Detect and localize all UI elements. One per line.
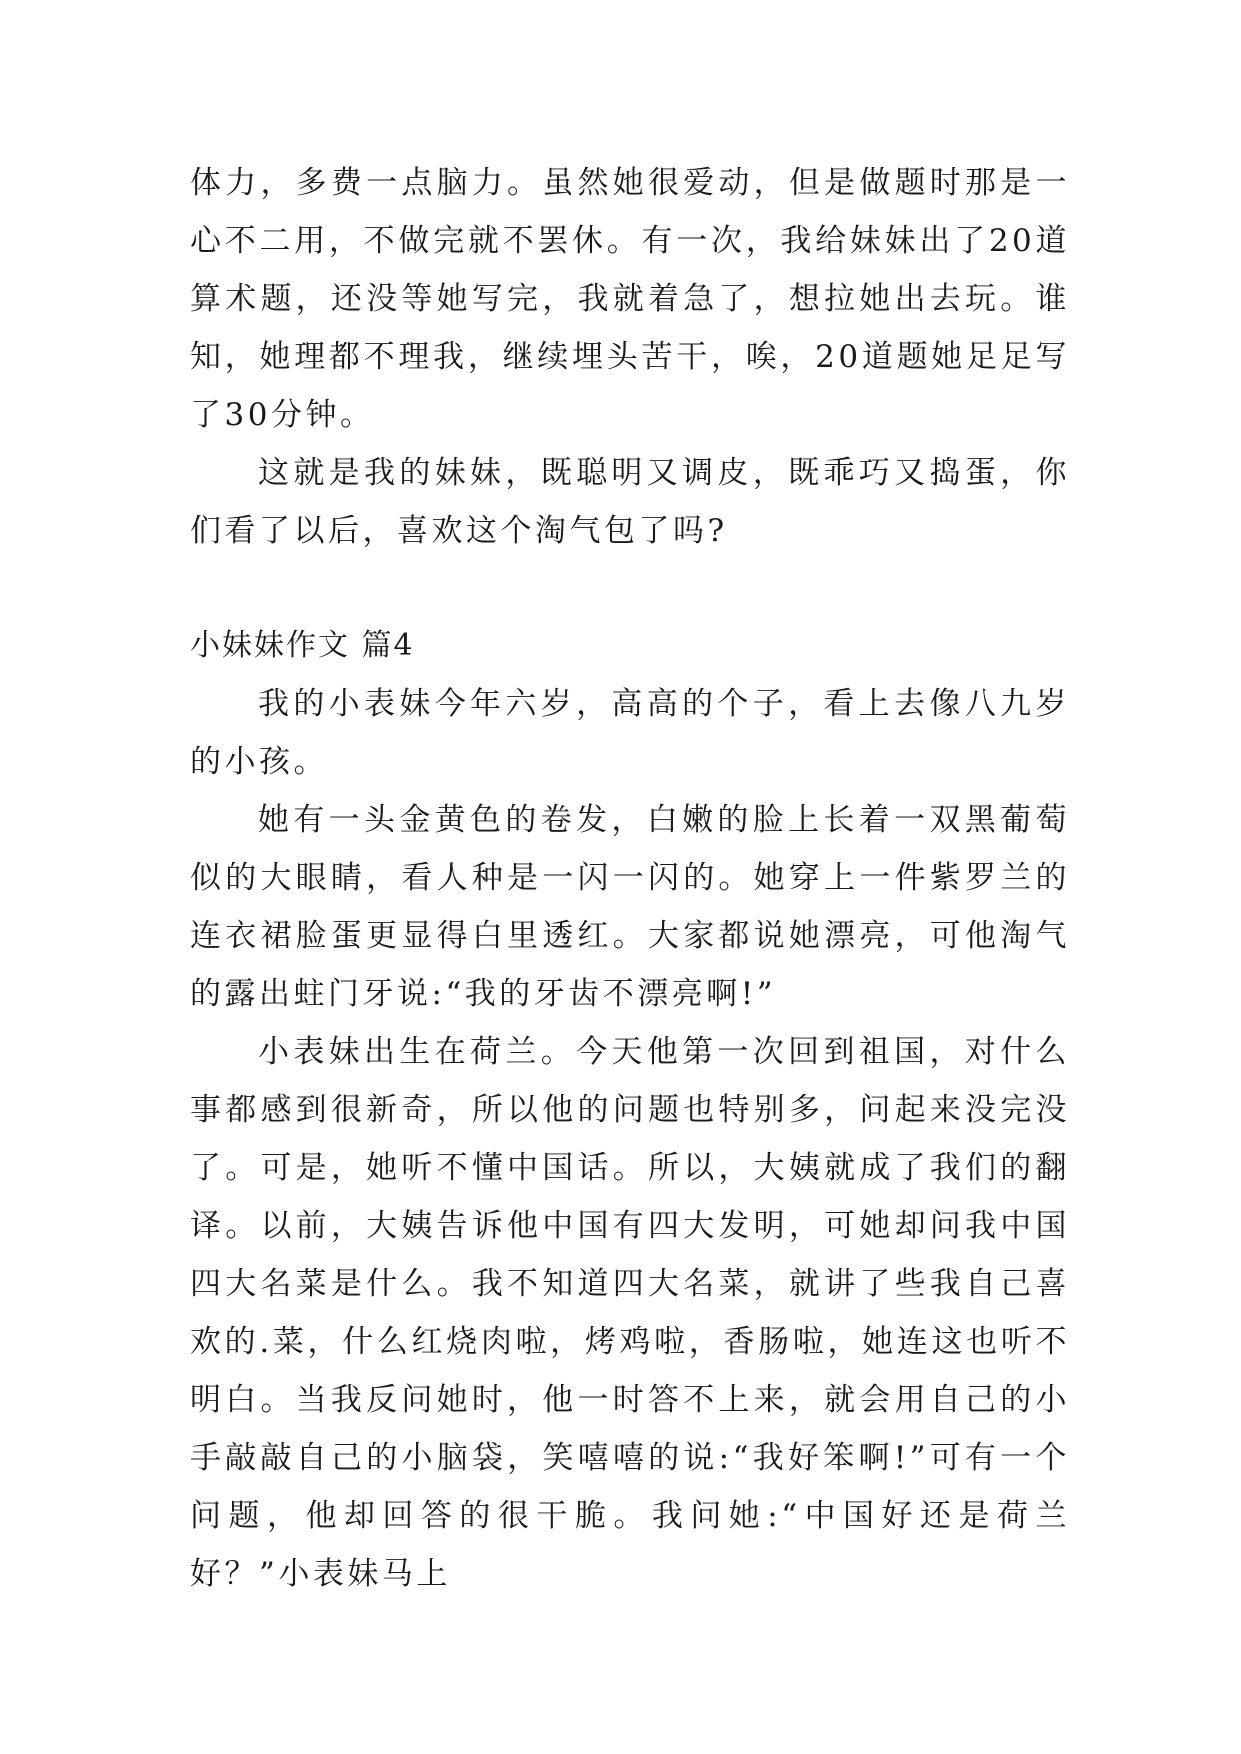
paragraph: 她有一头金黄色的卷发，白嫩的脸上长着一双黑葡萄似的大眼睛，看人种是一闪一闪的。她穿上一件紫罗兰的连衣裙脸蛋更显得白里透红。大家都说她漂亮，可他淘气的露出蛀门牙说:“我的牙齿不漂亮啊!”: [190, 802, 1070, 1012]
essay-section: [190, 617, 1070, 1603]
section-heading: 小妹妹作文 篇4: [190, 628, 415, 663]
paragraph: 我的小表妹今年六岁，高高的个子，看上去像八九岁的小孩。: [190, 686, 1070, 780]
paragraph-closing: 这就是我的妹妹，既聪明又调皮，既乖巧又捣蛋，你们看了以后，喜欢这个淘气包了吗?: [190, 455, 1070, 549]
paragraph-continuation: 体力，多费一点脑力。虽然她很爱动，但是做题时那是一心不二用，不做完就不罢休。有一次，我给妹妹出了20道算术题，还没等她写完，我就着急了，想拉她出去玩。谁知，她理都不理我，继续埋头苦干，唉，20道题她足足写了30分钟。: [190, 165, 1070, 433]
paragraph: 小表妹出生在荷兰。今天他第一次回到祖国，对什么事都感到很新奇，所以他的问题也特别多，问起来没完没了。可是，她听不懂中国话。所以，大姨就成了我们的翻译。以前，大姨告诉他中国有四大发明，可她却问我中国四大名菜是什么。我不知道四大名菜，就讲了些我自己喜欢的.菜，什么红烧肉啦，烤鸡啦，香肠啦，她连这也听不明白。当我反问她时，他一时答不上来，就会用自己的小手敲敲自己的小脑袋，笑嘻嘻的说:“我好笨啊!”可有一个问题，他却回答的很干脆。我问她:“中国好还是荷兰好？”小表妹马上: [190, 1034, 1070, 1592]
top-text-block: [190, 154, 1070, 560]
